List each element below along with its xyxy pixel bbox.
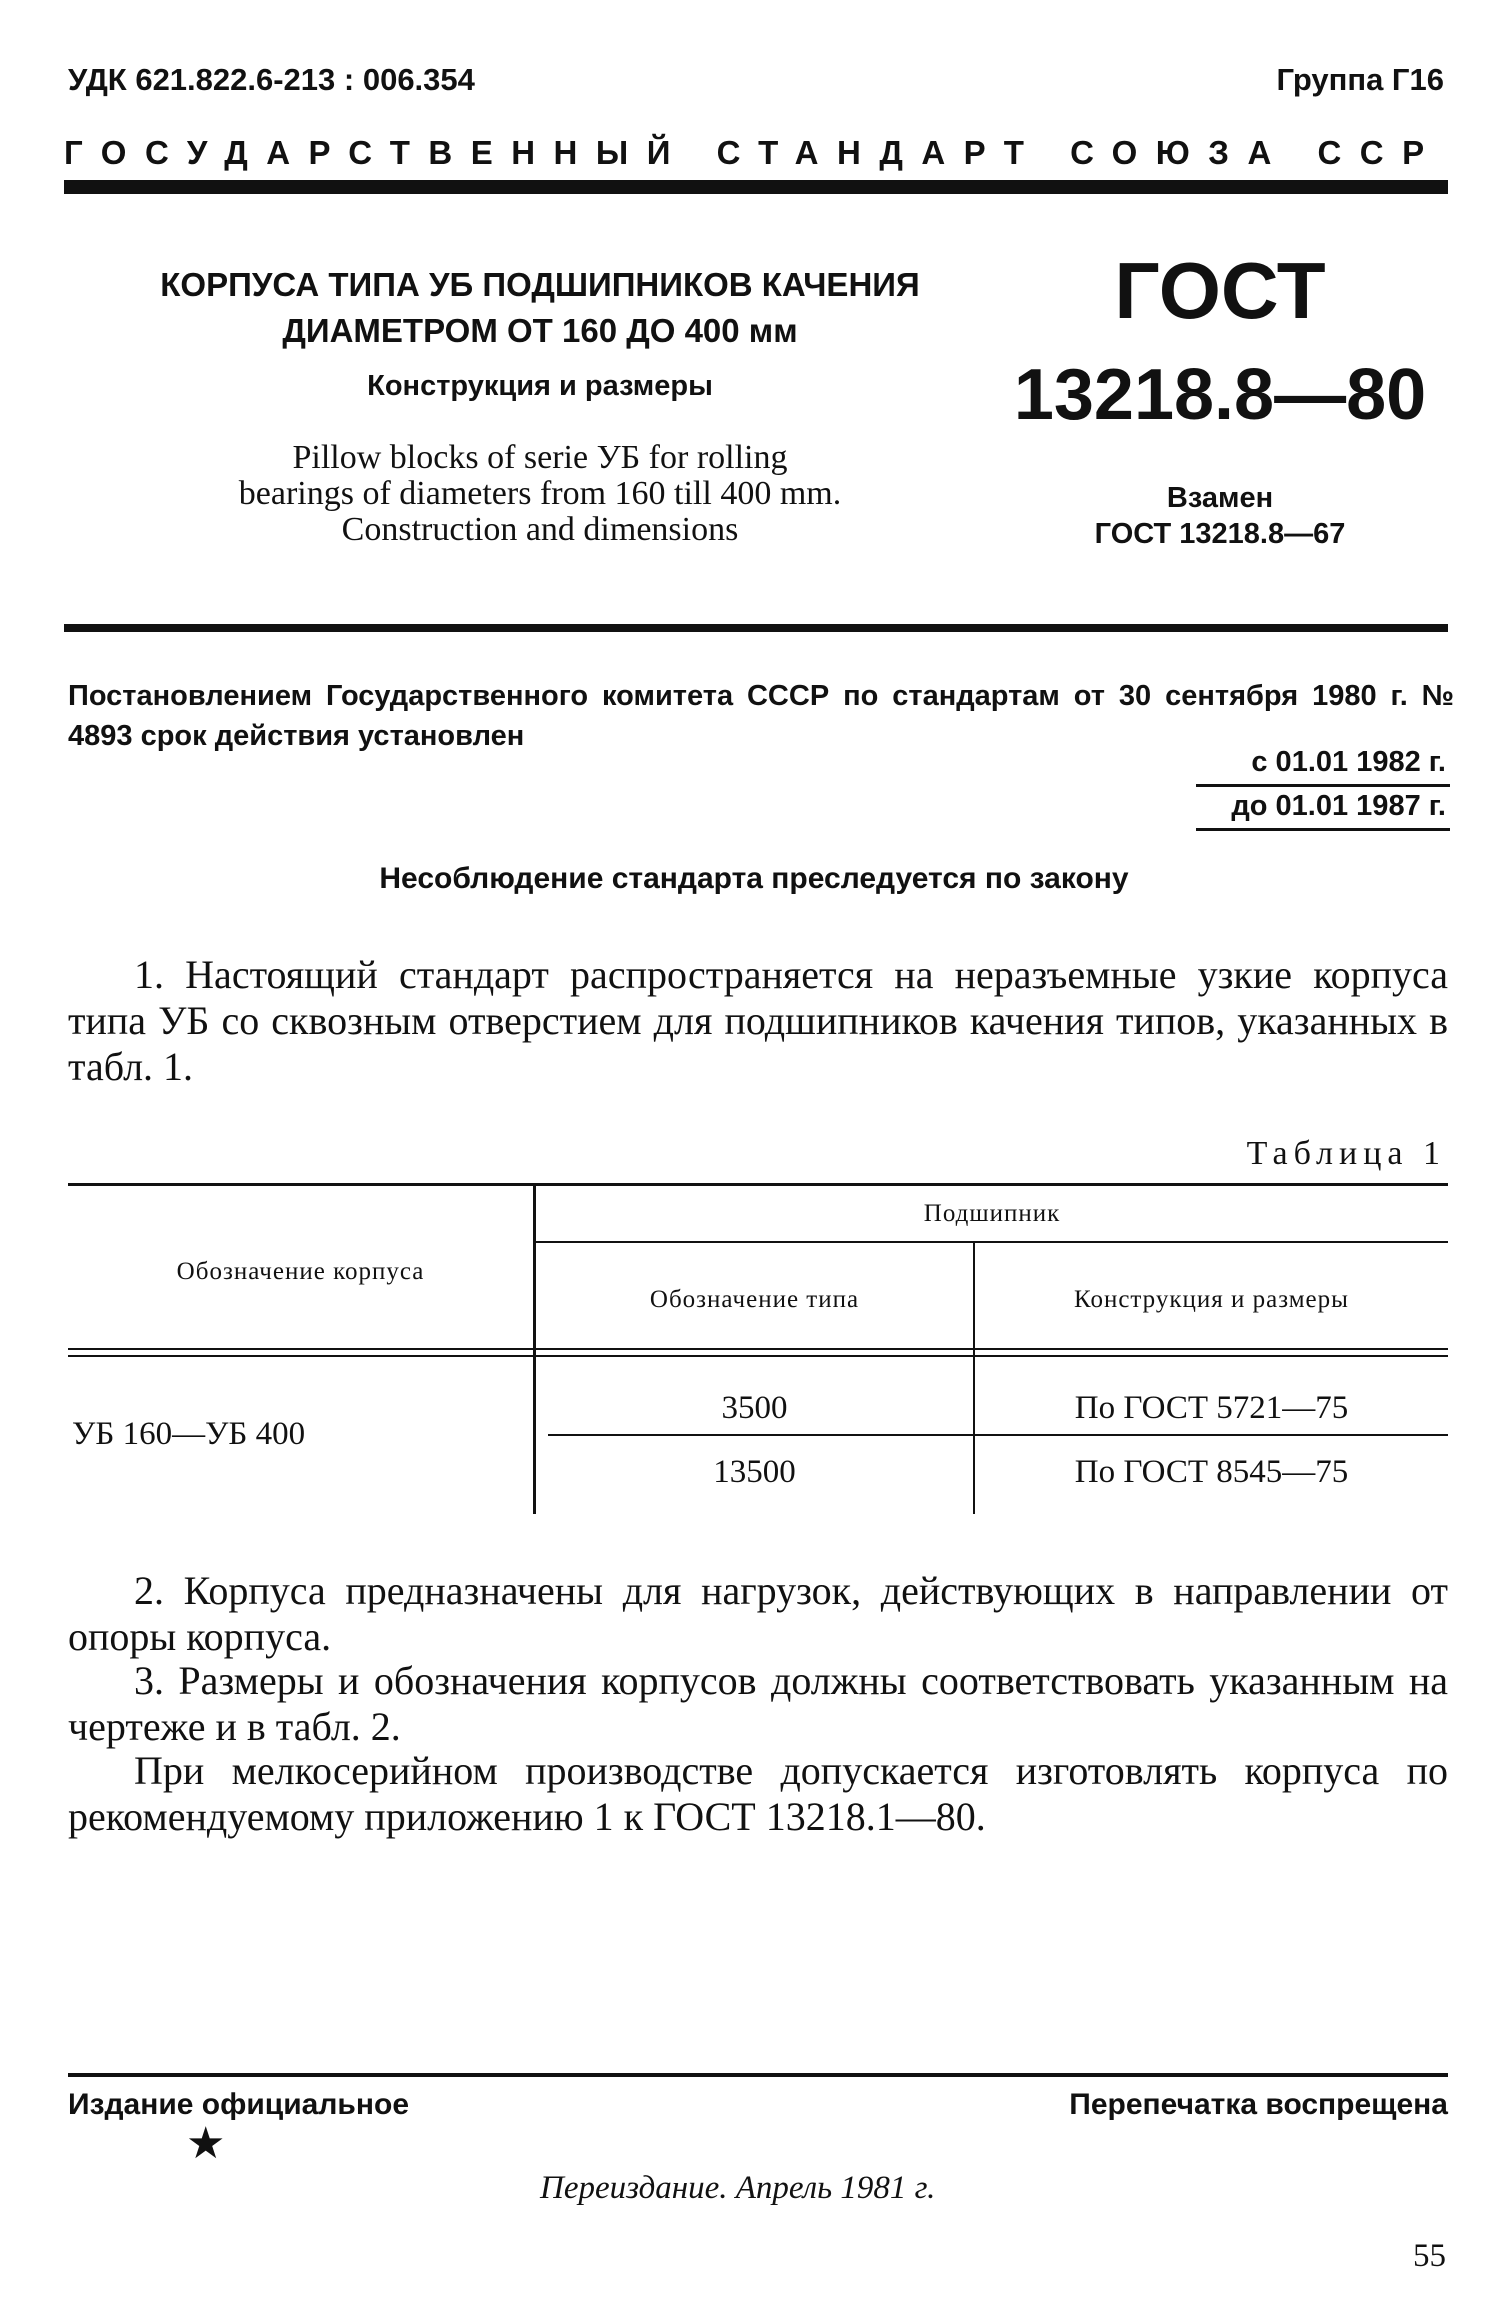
paragraph-2: 2. Корпуса предназначены для нагрузок, действующих в направлении от опоры корпуса. bbox=[68, 1568, 1448, 1659]
official-edition-label: Издание официальное bbox=[68, 2088, 410, 2121]
group-code: Группа Г16 bbox=[1276, 62, 1444, 97]
udc-code: УДК 621.822.6-213 : 006.354 bbox=[68, 62, 475, 97]
table-row bbox=[536, 1454, 973, 1491]
bearing-type-value: 3500 bbox=[721, 1390, 788, 1426]
replaces-label: Взамен bbox=[1166, 482, 1274, 514]
paragraph-3: 3. Размеры и обозначения корпусов должны соответствовать указанным на чертеже и в табл. 2. bbox=[68, 1658, 1448, 1749]
valid-to-date: до 01.01 1987 г. bbox=[1231, 790, 1446, 822]
table-top-rule bbox=[68, 1183, 1448, 1186]
title-block-rule bbox=[64, 624, 1448, 632]
paragraph-4: При мелкосерийном производстве допускается изготовлять корпуса по рекомендуемому приложению 1 к ГОСТ 13218.1—80. bbox=[68, 1748, 1448, 1839]
paragraph-1: 1. Настоящий стандарт распространяется на неразъемные узкие корпуса типа УБ со сквозным отверстием для подшипников качения типов, указанных в табл. 1. bbox=[68, 952, 1448, 1089]
housing-designation-value: УБ 160—УБ 400 bbox=[72, 1416, 306, 1452]
bearing-header-rule bbox=[536, 1241, 1448, 1243]
star-icon: ★ bbox=[186, 2119, 226, 2168]
gost-number: 13218.8—80 bbox=[1013, 355, 1427, 435]
table-row bbox=[536, 1390, 973, 1427]
construction-reference-value: По ГОСТ 5721—75 bbox=[1074, 1390, 1349, 1426]
header-construction-dimensions: Конструкция и размеры bbox=[1074, 1286, 1349, 1313]
page-number: 55 bbox=[1413, 2238, 1446, 2274]
table-row bbox=[975, 1454, 1448, 1491]
header-bottom-rule-2 bbox=[68, 1355, 1448, 1357]
document-title bbox=[100, 262, 980, 354]
footer-rule bbox=[68, 2073, 1448, 2077]
row-divider bbox=[548, 1434, 1448, 1436]
date-underline bbox=[1196, 828, 1450, 831]
english-title-line-2: bearings of diameters from 160 till 400 mm. bbox=[238, 475, 842, 512]
english-title bbox=[100, 440, 980, 548]
title-line-2: ДИАМЕТРОМ ОТ 160 ДО 400 мм bbox=[282, 312, 798, 349]
reprint-prohibited-label: Перепечатка воспрещена bbox=[1069, 2088, 1448, 2121]
english-title-line-3: Construction and dimensions bbox=[341, 511, 739, 548]
header-type-designation: Обозначение типа bbox=[649, 1286, 860, 1313]
table-caption: Таблица 1 bbox=[1246, 1135, 1446, 1172]
header-housing-designation: Обозначение корпуса bbox=[176, 1258, 425, 1285]
valid-from-date: с 01.01 1982 г. bbox=[1251, 746, 1446, 778]
header-bearing: Подшипник bbox=[923, 1200, 1061, 1227]
penalty-notice: Несоблюдение стандарта преследуется по закону bbox=[379, 862, 1129, 895]
construction-reference-value: По ГОСТ 8545—75 bbox=[1074, 1454, 1349, 1490]
state-standard-heading: ГОСУДАРСТВЕННЫЙ СТАНДАРТ СОЮЗА ССР bbox=[64, 134, 1443, 171]
header-bottom-rule-1 bbox=[68, 1348, 1448, 1350]
header-thick-rule bbox=[64, 180, 1448, 194]
reissue-note: Переиздание. Апрель 1981 г. bbox=[540, 2170, 936, 2206]
gost-label: ГОСТ bbox=[1114, 246, 1326, 335]
replaces-standard-number: ГОСТ 13218.8—67 bbox=[1094, 518, 1346, 550]
table-row bbox=[975, 1390, 1448, 1427]
date-separator-line bbox=[1196, 784, 1450, 787]
document-subtitle: Конструкция и размеры bbox=[367, 370, 713, 402]
title-line-1: КОРПУСА ТИПА УБ ПОДШИПНИКОВ КАЧЕНИЯ bbox=[160, 266, 920, 303]
english-title-line-1: Pillow blocks of serie УБ for rolling bbox=[292, 439, 788, 476]
decree-text: Постановлением Государственного комитета СССР по стандартам от 30 сентября 1980 г. № 4893 срок действия установлен bbox=[68, 680, 1454, 752]
bearing-type-value: 13500 bbox=[713, 1454, 796, 1490]
